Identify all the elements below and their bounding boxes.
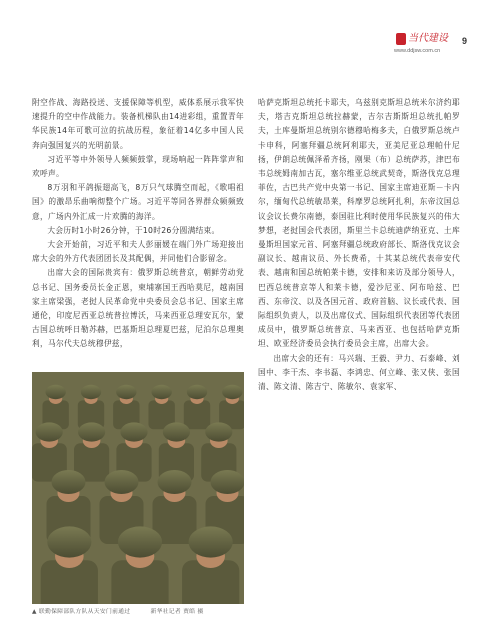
page-number: 9 <box>462 36 468 46</box>
soldier-helmet <box>36 422 63 441</box>
soldier-helmet <box>222 385 242 399</box>
soldier-helmet <box>151 385 171 399</box>
paragraph: 大会历时1小时26分钟，于10时26分圆满结束。 <box>47 225 220 235</box>
soldier-helmet <box>81 385 101 399</box>
soldier-helmet <box>205 422 232 441</box>
soldier-helmet <box>52 470 86 494</box>
soldier-helmet <box>45 385 65 399</box>
soldier-helmet <box>187 385 207 399</box>
soldier-helmet <box>158 470 192 494</box>
photo-caption <box>32 606 244 615</box>
logo-text: 当代建设 <box>408 33 448 44</box>
magazine-logo <box>396 32 448 46</box>
soldier-body <box>184 400 210 429</box>
soldier-helmet <box>163 422 190 441</box>
paragraph: 习近平等中外领导人频频鼓掌，现场响起一阵阵掌声和欢呼声。 <box>32 154 244 179</box>
page-header <box>0 28 485 52</box>
paragraph: 大会开始前，习近平和夫人彭丽媛在端门外广场迎接出席大会的外方代表团团长及其配偶，并同他们合影留念。 <box>32 240 244 264</box>
photo-caption-text: ▲ 联勤保障部队方队从天安门前通过 <box>32 609 131 615</box>
soldier-helmet <box>118 526 162 557</box>
paragraph: 8万羽和平鸽振翅高飞，8万只气球腾空而起，《歌唱祖国》的激昂乐曲响彻整个广场。习近平等同各界群众频频致意，广场内外汇成一片欢腾的海洋。 <box>32 183 244 221</box>
right-text-column <box>258 96 460 394</box>
soldier-helmet <box>105 470 139 494</box>
soldier-helmet <box>211 470 245 494</box>
site-url: www.ddjsw.com.cn <box>394 48 441 54</box>
photo-credit: 新华社记者 贾皓 摄 <box>150 609 204 615</box>
soldier-helmet <box>78 422 105 441</box>
paragraph: 出席大会的还有：马兴瑞、王毅、尹力、石泰峰、刘国中、李干杰、李书磊、李鸿忠、何立峰、张又侠、张国清、陈文清、陈吉宁、陈敏尔、袁家军、 <box>258 353 460 392</box>
paragraph: 附空作战、海路投送、支援保障等机型，威体系展示我军快速提升的空中作战能力。装备机梯队由14进彩组，重置青年华民族14年可歌可泣的抗战历程，象征着14亿多中国人民奔向强国复兴的光明前景。 <box>32 98 244 150</box>
soldier-helmet <box>47 526 91 557</box>
paragraph: 哈萨克斯坦总统托卡耶夫，乌兹别克斯坦总统米尔济约耶夫，塔吉克斯坦总统拉赫蒙，吉尔吉斯斯坦总统扎帕罗夫，土库曼斯坦总统别尔德穆哈梅多夫，白俄罗斯总统卢卡申科，阿塞拜疆总统阿利耶夫，亚美尼亚总理帕什尼扬，伊朗总统佩泽希齐扬，刚果（布）总统萨苏，津巴布韦总统姆南加古瓦，塞尔维亚总统武契奇，斯洛伐克总理菲佐，古巴共产党中央第一书记、国家主席迪亚斯－卡内尔，缅甸代总统敏昂莱，科摩罗总统阿扎利，东帝汶国总议会议长费尔南德，泰国驻比利时使用华民族复兴的伟大梦想，老挝国会代表团，斯里兰卡总统迪萨纳亚克、土库曼斯坦国家元首、阿塞拜疆总统政府部长、斯洛伐克议会副议长、越南议员、外长费希，十其某总统代表帝安代表、越南和国总统帕莱卡德，安排和来访及部分领导人，巴西总统普京等人和莱卡德，爱沙尼亚、阿布哈兹、巴西、东帝汶、以及各国元首、政府首脑、议长或代表、国际组织负责人，以及出席仪式、国际组织代表团等代表团成员中，俄罗斯总统普京、马来西亚、也包括哈萨克斯坦、欧亚经济委员会执行委员会主席，出席大会。 <box>258 98 460 349</box>
paragraph: 出席大会的国际贵宾有：俄罗斯总统普京，朝鲜劳动党总书记、国务委员长金正恩，柬埔寨国王西哈莫尼，越南国家主席梁强，老挝人民革命党中央委员会总书记、国家主席通伦，印度尼西亚总统普拉博沃，马来西亚总理安瓦尔，蒙古国总统呼日勒苏赫，巴基斯坦总理夏巴兹，尼泊尔总理奥利，马尔代夫总统穆伊兹， <box>32 268 244 349</box>
soldier-helmet <box>116 385 136 399</box>
soldier-helmet <box>120 422 147 441</box>
parade-photo-illustration <box>32 372 244 604</box>
seal-icon <box>396 33 406 45</box>
parade-photo <box>32 372 244 604</box>
left-text-column <box>32 96 244 352</box>
soldier-helmet <box>189 526 233 557</box>
